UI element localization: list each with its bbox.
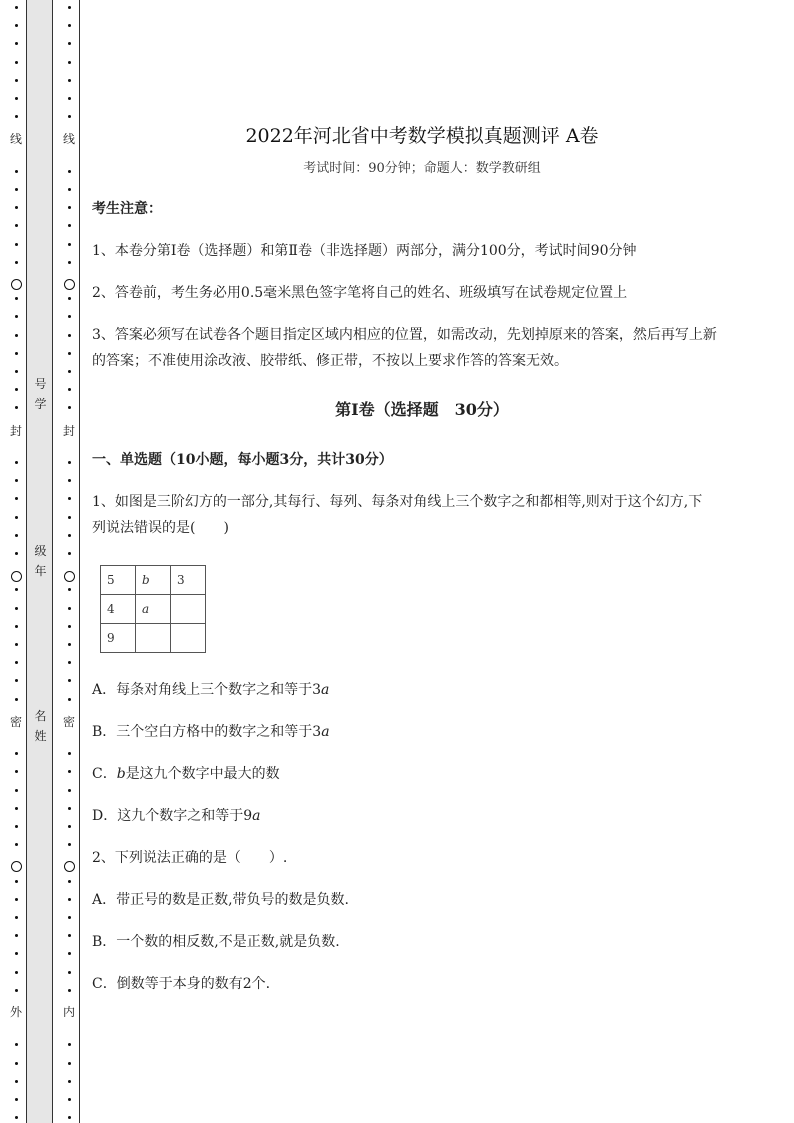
binding-dot <box>15 1080 18 1083</box>
binding-dot <box>15 916 18 919</box>
binding-dot <box>15 497 18 500</box>
binding-dot <box>68 497 71 500</box>
binding-dot <box>15 789 18 792</box>
binding-dot <box>68 170 71 173</box>
notice-item: 2、答卷前，考生务必用0.5毫米黑色签字笔将自己的姓名、班级填写在试卷规定位置上 <box>92 285 628 301</box>
grid-cell: a <box>136 595 171 624</box>
binding-dot <box>15 170 18 173</box>
binding-dot <box>68 352 71 355</box>
binding-dot <box>68 388 71 391</box>
binding-dot <box>15 534 18 537</box>
grid-cell: b <box>136 566 171 595</box>
binding-dot <box>68 115 71 118</box>
binding-dot <box>15 898 18 901</box>
q1-stem: 1、如图是三阶幻方的一部分,其每行、每列、每条对角线上三个数字之和都相等,则对于这个幻方,下 <box>92 494 703 510</box>
q1-option-b <box>92 719 752 745</box>
binding-dot <box>15 661 18 664</box>
q2-option-c: C．倒数等于本身的数有2个. <box>92 976 271 992</box>
binding-dot <box>68 952 71 955</box>
inner-seal-char: 内 <box>62 1005 75 1019</box>
binding-margin <box>0 0 82 1123</box>
binding-dot <box>68 934 71 937</box>
binding-dot <box>68 825 71 828</box>
binding-dot <box>68 6 71 9</box>
option-variable: b <box>116 766 126 782</box>
binding-dot <box>68 971 71 974</box>
binding-dot <box>15 461 18 464</box>
binding-dot <box>68 243 71 246</box>
inner-dot-column <box>68 0 74 1123</box>
outer-seal-char: 密 <box>9 715 22 729</box>
field-label-char: 学 <box>34 397 47 411</box>
binding-dot <box>68 1116 71 1119</box>
part-title: 一、单选题（10小题，每小题3分，共计30分） <box>92 452 393 468</box>
outer-seal-char: 封 <box>9 424 22 438</box>
binding-dot <box>68 516 71 519</box>
binding-dot <box>15 479 18 482</box>
binding-dot <box>68 1043 71 1046</box>
grid-cell: 5 <box>101 566 136 595</box>
binding-dot <box>15 334 18 337</box>
option-prefix: C． <box>92 766 117 782</box>
binding-circle <box>11 279 22 290</box>
binding-dot <box>15 6 18 9</box>
binding-circle <box>64 279 75 290</box>
q1-option-a <box>92 677 752 703</box>
binding-dot <box>68 916 71 919</box>
outer-seal-char: 线 <box>9 132 22 146</box>
binding-dot <box>15 807 18 810</box>
binding-dot <box>68 24 71 27</box>
binding-dot <box>15 952 18 955</box>
binding-dot <box>15 97 18 100</box>
inner-seal-char: 封 <box>62 424 75 438</box>
binding-dot <box>15 1116 18 1119</box>
outer-seal-char: 外 <box>9 1005 22 1019</box>
binding-dot <box>15 224 18 227</box>
binding-circle <box>11 861 22 872</box>
grid-cell <box>171 624 206 653</box>
binding-dot <box>68 898 71 901</box>
binding-dot <box>68 625 71 628</box>
binding-circle <box>11 571 22 582</box>
binding-dot <box>68 807 71 810</box>
field-label-char: 号 <box>34 377 47 391</box>
binding-dot <box>68 789 71 792</box>
grid-cell <box>171 595 206 624</box>
option-text: 是这九个数字中最大的数 <box>125 766 280 782</box>
binding-dot <box>68 42 71 45</box>
binding-dot <box>15 843 18 846</box>
binding-dot <box>68 588 71 591</box>
inner-seal-char: 线 <box>62 132 75 146</box>
notice-item: 3、答案必须写在试卷各个题目指定区域内相应的位置，如需改动，先划掉原来的答案，然后再写上新 <box>92 327 717 343</box>
option-variable: a <box>252 808 261 824</box>
field-label-char: 名 <box>34 709 47 723</box>
q2-option-a: A．带正号的数是正数,带负号的数是负数. <box>92 892 350 908</box>
field-label-char: 年 <box>34 564 47 578</box>
binding-circle <box>64 571 75 582</box>
binding-dot <box>15 1062 18 1065</box>
binding-dot <box>68 206 71 209</box>
option-text: A．每条对角线上三个数字之和等于3 <box>92 682 322 698</box>
binding-dot <box>15 206 18 209</box>
grid-cell: 9 <box>101 624 136 653</box>
binding-dot <box>15 115 18 118</box>
notice-item: 的答案；不准使用涂改液、胶带纸、修正带，不按以上要求作答的答案无效。 <box>92 353 568 369</box>
binding-dot <box>68 752 71 755</box>
binding-dot <box>68 552 71 555</box>
binding-dot <box>68 224 71 227</box>
binding-dot <box>68 97 71 100</box>
inner-seal-char: 密 <box>62 715 75 729</box>
option-text: D．这九个数字之和等于9 <box>92 808 253 824</box>
binding-dot <box>68 843 71 846</box>
binding-dot <box>68 406 71 409</box>
binding-dot <box>15 588 18 591</box>
binding-dot <box>15 1098 18 1101</box>
option-variable: a <box>321 682 330 698</box>
q1-option-d <box>92 803 752 829</box>
binding-dot <box>68 661 71 664</box>
binding-dot <box>15 971 18 974</box>
binding-dot <box>68 770 71 773</box>
binding-dot <box>15 625 18 628</box>
binding-dot <box>15 989 18 992</box>
binding-dot <box>68 698 71 701</box>
binding-dot <box>68 370 71 373</box>
binding-dot <box>15 552 18 555</box>
binding-dot <box>15 24 18 27</box>
binding-dot <box>15 61 18 64</box>
binding-dot <box>15 388 18 391</box>
binding-dot <box>68 315 71 318</box>
binding-dot <box>68 334 71 337</box>
binding-circle <box>64 861 75 872</box>
binding-dot <box>15 880 18 883</box>
notice-heading: 考生注意： <box>92 201 162 217</box>
binding-dot <box>15 315 18 318</box>
binding-dot <box>15 243 18 246</box>
binding-dot <box>68 880 71 883</box>
binding-dot <box>15 79 18 82</box>
q1-stem: 列说法错误的是( ) <box>92 520 229 536</box>
binding-dot <box>15 934 18 937</box>
grid-cell: 3 <box>171 566 206 595</box>
binding-dot <box>15 42 18 45</box>
field-label-char: 姓 <box>34 729 47 743</box>
binding-dot <box>68 1098 71 1101</box>
grid-cell: 4 <box>101 595 136 624</box>
binding-dot <box>68 61 71 64</box>
grid-cell <box>136 624 171 653</box>
binding-dot <box>15 770 18 773</box>
binding-dot <box>15 297 18 300</box>
option-variable: a <box>321 724 330 740</box>
q1-option-c <box>92 761 752 787</box>
binding-dot <box>68 1080 71 1083</box>
field-label-char: 级 <box>34 544 47 558</box>
option-text: B．三个空白方格中的数字之和等于3 <box>92 724 322 740</box>
binding-dot <box>15 516 18 519</box>
binding-dot <box>15 679 18 682</box>
binding-dot <box>68 989 71 992</box>
binding-dot <box>68 479 71 482</box>
binding-dot <box>68 534 71 537</box>
binding-dot <box>68 261 71 264</box>
magic-square-grid <box>100 565 206 653</box>
binding-dot <box>68 79 71 82</box>
binding-dot <box>15 752 18 755</box>
notice-item: 1、本卷分第I卷（选择题）和第Ⅱ卷（非选择题）两部分，满分100分，考试时间90分钟 <box>92 243 637 259</box>
binding-dot <box>68 188 71 191</box>
q2-stem: 2、下列说法正确的是（ ）. <box>92 850 288 866</box>
binding-dot <box>15 188 18 191</box>
binding-dot <box>68 643 71 646</box>
section-title: 第I卷（选择题 30分） <box>335 400 509 419</box>
binding-dot <box>68 607 71 610</box>
binding-dot <box>68 679 71 682</box>
binding-dot <box>68 1062 71 1065</box>
binding-dot <box>68 461 71 464</box>
student-info-column <box>26 0 53 1123</box>
binding-dot <box>15 406 18 409</box>
binding-dot <box>15 370 18 373</box>
exam-subtitle: 考试时间：90分钟；命题人：数学教研组 <box>303 161 541 176</box>
binding-dot <box>68 297 71 300</box>
margin-border-line <box>79 0 80 1123</box>
q2-option-b: B．一个数的相反数,不是正数,就是负数. <box>92 934 340 950</box>
outer-dot-column <box>15 0 21 1123</box>
binding-dot <box>15 1043 18 1046</box>
binding-dot <box>15 825 18 828</box>
binding-dot <box>15 698 18 701</box>
binding-dot <box>15 352 18 355</box>
binding-dot <box>15 607 18 610</box>
binding-dot <box>15 643 18 646</box>
binding-dot <box>15 261 18 264</box>
exam-title: 2022年河北省中考数学模拟真题测评 A卷 <box>245 125 599 147</box>
